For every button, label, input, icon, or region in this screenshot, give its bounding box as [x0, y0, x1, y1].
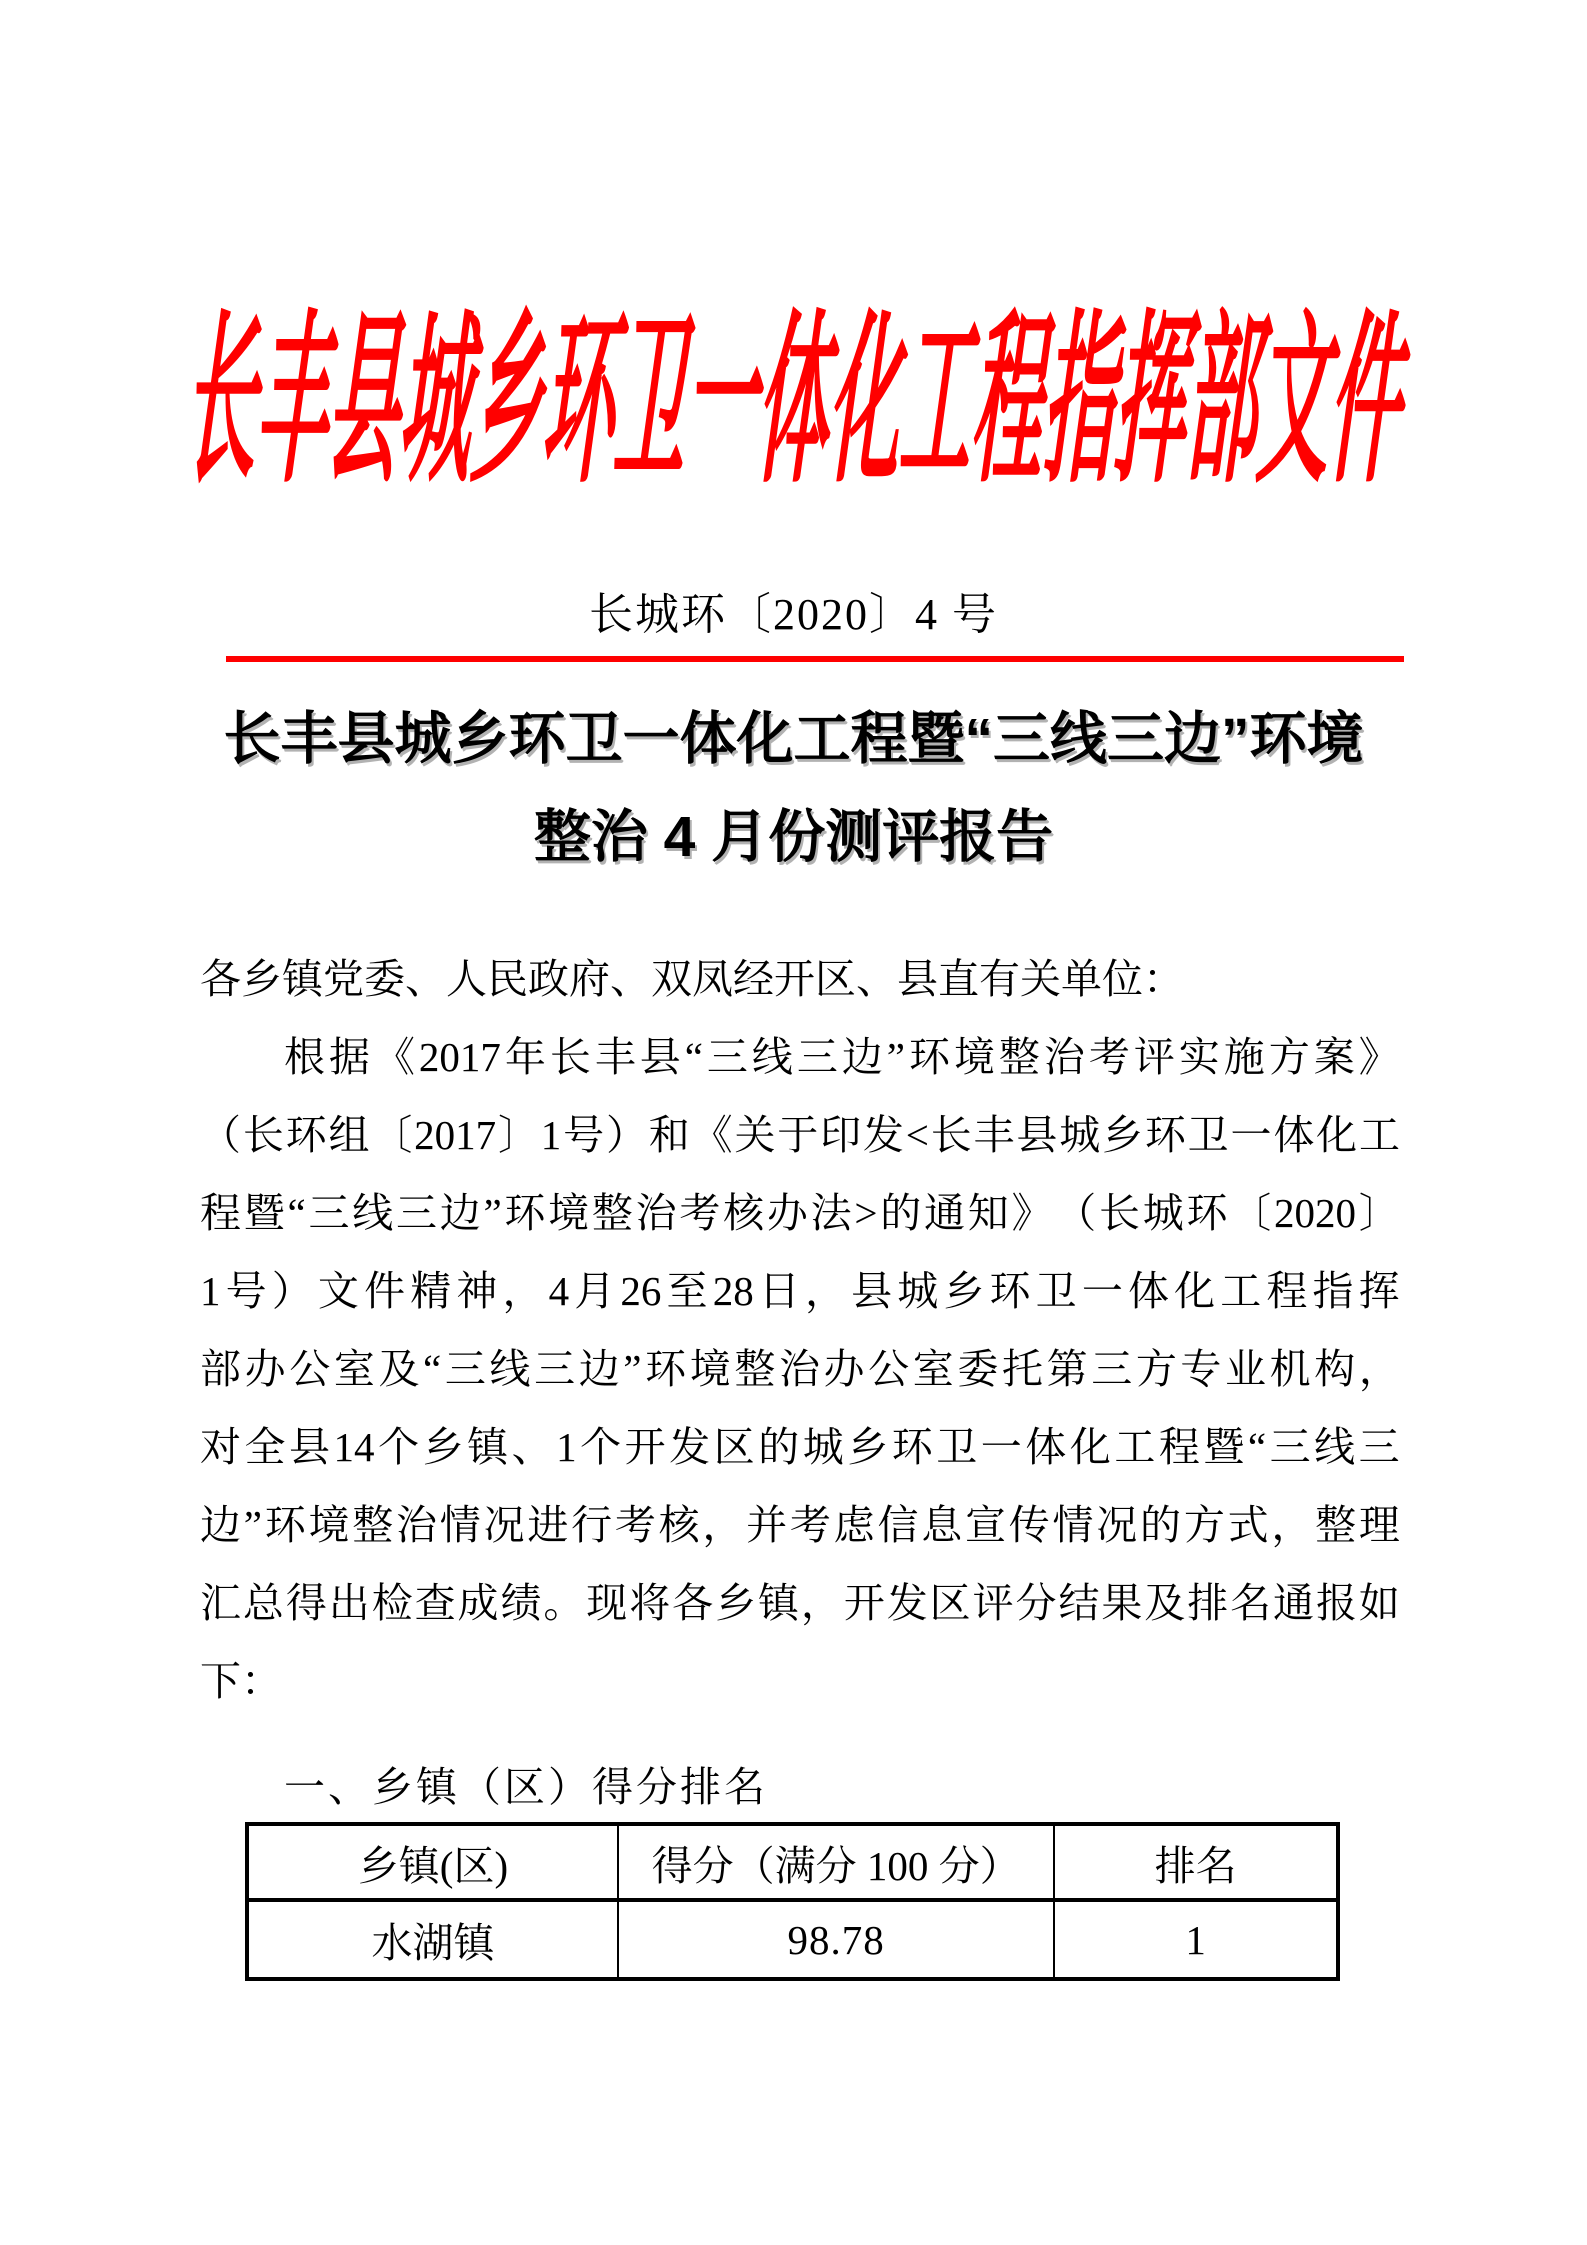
text-token: 方 — [1268, 1034, 1310, 1080]
text-token: 理 — [1358, 1502, 1400, 1548]
text-token: 精 — [410, 1268, 452, 1314]
text-token: 县 — [851, 1268, 893, 1314]
text-token: （ — [1055, 1190, 1097, 1236]
text-token: 及 — [378, 1346, 420, 1392]
text-token: 环 — [504, 1190, 546, 1236]
paragraph-line — [200, 1486, 1400, 1564]
text-token: 出 — [328, 1580, 370, 1626]
text-token: 得 — [285, 1580, 327, 1626]
text-token: 的 — [1140, 1502, 1182, 1548]
main-paragraph — [200, 1018, 1400, 1720]
text-token: 线 — [352, 1190, 394, 1236]
text-token: 于 — [777, 1112, 819, 1158]
red-divider-line — [226, 656, 1404, 662]
text-token: ） — [605, 1112, 647, 1158]
text-token: 开 — [843, 1580, 885, 1626]
text-token: 和 — [648, 1112, 690, 1158]
text-token: 14 — [333, 1424, 375, 1470]
text-token: 乡 — [943, 1268, 985, 1314]
text-token: “ — [684, 1034, 703, 1080]
text-token: 的 — [880, 1190, 922, 1236]
text-token: 个 — [378, 1424, 420, 1470]
text-token: 成 — [457, 1580, 499, 1626]
text-token: 组 — [328, 1112, 370, 1158]
text-token: 法 — [810, 1190, 852, 1236]
document-number: 长城环〔2020〕4 号 — [589, 590, 998, 639]
text-token: 2017 — [414, 1112, 497, 1158]
agency-calligraphy-text: 长丰县城乡环卫一体化工程指挥部文件 — [180, 291, 1406, 508]
text-token: 26 — [620, 1268, 662, 1314]
text-token: 1 — [556, 1424, 577, 1470]
table-row — [247, 1900, 1338, 1979]
text-token: 整 — [1315, 1502, 1357, 1548]
text-token: 卫 — [1187, 1112, 1229, 1158]
text-token: 日 — [758, 1268, 800, 1314]
text-token: ， — [1358, 1346, 1400, 1392]
text-token: 镇 — [467, 1424, 509, 1470]
text-token: 至 — [666, 1268, 708, 1314]
document-title — [100, 690, 1487, 886]
text-token: 〔 — [371, 1112, 413, 1158]
text-token: 2017 — [418, 1034, 501, 1080]
text-token: 式 — [1227, 1502, 1269, 1548]
text-token: 公 — [868, 1346, 910, 1392]
text-token: 排 — [1187, 1580, 1229, 1626]
text-token: 长 — [549, 1034, 591, 1080]
text-token: 业 — [1225, 1346, 1267, 1392]
text-token: 〕 — [497, 1112, 539, 1158]
text-token: ” — [886, 1034, 905, 1080]
paragraph-line — [200, 1096, 1400, 1174]
text-token: 治 — [396, 1502, 438, 1548]
text-token: 文 — [317, 1268, 359, 1314]
text-token: 》 — [1011, 1190, 1053, 1236]
text-token: 区 — [929, 1580, 971, 1626]
text-token: 一 — [1230, 1112, 1272, 1158]
text-token: 三 — [706, 1034, 748, 1080]
table-cell: 水湖镇 — [247, 1900, 618, 1979]
text-token: 三 — [395, 1190, 437, 1236]
section-heading: 一、乡镇（区）得分排名 — [284, 1764, 768, 1810]
text-token: 绩 — [500, 1580, 542, 1626]
paragraph-line — [200, 1408, 1400, 1486]
text-token: 发 — [862, 1112, 904, 1158]
text-token: 边 — [578, 1346, 620, 1392]
text-token: 构 — [1314, 1346, 1356, 1392]
table-cell: 1 — [1054, 1900, 1338, 1979]
text-token: 边 — [439, 1190, 481, 1236]
text-token: ” — [243, 1502, 262, 1548]
text-token: 办 — [766, 1190, 808, 1236]
text-token: 环 — [1186, 1190, 1228, 1236]
text-token: 程 — [1266, 1268, 1308, 1314]
text-token: 考 — [789, 1502, 831, 1548]
text-token: 通 — [1273, 1580, 1315, 1626]
text-token: ， — [702, 1502, 744, 1548]
text-token: 《 — [373, 1034, 415, 1080]
text-token: 部 — [200, 1346, 241, 1392]
text-token: > — [854, 1190, 878, 1236]
text-token: 卫 — [1035, 1268, 1077, 1314]
text-token: 知 — [967, 1190, 1009, 1236]
text-token: 28 — [712, 1268, 754, 1314]
text-token: 整 — [352, 1502, 394, 1548]
text-token: 室 — [333, 1346, 375, 1392]
text-token: 件 — [364, 1268, 406, 1314]
text-token: 据 — [328, 1034, 370, 1080]
text-token: （ — [200, 1112, 241, 1158]
text-token: 》 — [1358, 1034, 1400, 1080]
paragraph-line — [200, 1174, 1400, 1252]
text-token: 暨 — [243, 1190, 285, 1236]
text-token: 环 — [891, 1424, 933, 1470]
text-token: “ — [1247, 1424, 1267, 1470]
paragraph-line — [200, 1252, 1400, 1330]
text-token: 环 — [1144, 1112, 1186, 1158]
text-token: 考 — [679, 1190, 721, 1236]
text-token: 长 — [930, 1112, 972, 1158]
text-token: 化 — [1316, 1112, 1358, 1158]
text-token: 三 — [308, 1190, 350, 1236]
text-token: 一 — [980, 1424, 1022, 1470]
text-token: “ — [287, 1190, 306, 1236]
text-token: 工 — [1114, 1424, 1156, 1470]
text-token: 城 — [897, 1268, 939, 1314]
text-token: 信 — [877, 1502, 919, 1548]
text-token: 现 — [586, 1580, 628, 1626]
text-token: 号 — [563, 1112, 605, 1158]
text-token: 案 — [1313, 1034, 1355, 1080]
text-token: 2020 — [1274, 1190, 1357, 1236]
text-token: 线 — [489, 1346, 531, 1392]
text-token: < — [905, 1112, 929, 1158]
text-token: 县 — [1016, 1112, 1058, 1158]
text-token: 宣 — [964, 1502, 1006, 1548]
text-token: 。 — [543, 1580, 585, 1626]
text-token: 情 — [1052, 1502, 1094, 1548]
text-token: 第 — [1046, 1346, 1088, 1392]
text-token: 检 — [371, 1580, 413, 1626]
text-token: 办 — [244, 1346, 286, 1392]
text-token: 结 — [1058, 1580, 1100, 1626]
text-token: 托 — [1001, 1346, 1043, 1392]
header-cell: 得分（满分 100 分） — [618, 1824, 1054, 1900]
text-token: 实 — [1178, 1034, 1220, 1080]
text-token: 行 — [571, 1502, 613, 1548]
text-token: 况 — [483, 1502, 525, 1548]
text-token: 整 — [998, 1034, 1040, 1080]
text-token: 年 — [504, 1034, 546, 1080]
text-token: 并 — [746, 1502, 788, 1548]
text-token: 如 — [1358, 1580, 1400, 1626]
text-token: 线 — [751, 1034, 793, 1080]
text-token: 4 — [548, 1268, 570, 1314]
text-token: 丰 — [973, 1112, 1015, 1158]
text-token: 环 — [989, 1268, 1031, 1314]
text-token: 〕 — [1358, 1190, 1400, 1236]
text-token: 卫 — [936, 1424, 978, 1470]
salutation-line: 各乡镇党委、人民政府、双凤经开区、县直有关单位： — [200, 956, 1184, 1002]
text-token: 环 — [645, 1346, 687, 1392]
text-token: “ — [423, 1346, 442, 1392]
text-token: 个 — [580, 1424, 622, 1470]
title-line-2: 整治 4 月份测评报告 — [533, 805, 1054, 869]
text-token: 号 — [225, 1268, 267, 1314]
text-token: 方 — [1135, 1346, 1177, 1392]
text-token: 工 — [1358, 1112, 1400, 1158]
text-token: ） — [271, 1268, 313, 1314]
text-token: 、 — [511, 1424, 553, 1470]
text-token: 的 — [758, 1424, 800, 1470]
text-token: 进 — [527, 1502, 569, 1548]
text-token: 汇 — [200, 1580, 241, 1626]
text-token: 报 — [1315, 1580, 1357, 1626]
text-token: 治 — [635, 1190, 677, 1236]
text-token: 评 — [1133, 1034, 1175, 1080]
text-token: 神 — [456, 1268, 498, 1314]
text-token: 公 — [289, 1346, 331, 1392]
table-cell: 98.78 — [618, 1900, 1054, 1979]
text-token: ， — [800, 1580, 842, 1626]
text-token: 环 — [908, 1034, 950, 1080]
text-token: 通 — [924, 1190, 966, 1236]
document-body — [200, 940, 1400, 1720]
text-token: 全 — [244, 1424, 286, 1470]
paragraph-line — [200, 1564, 1400, 1642]
text-token: 传 — [1008, 1502, 1050, 1548]
text-token: 考 — [614, 1502, 656, 1548]
text-token: 月 — [574, 1268, 616, 1314]
title-line-1: 长丰县城乡环卫一体化工程暨“三线三边”环境 — [223, 707, 1364, 771]
text-token: 评 — [972, 1580, 1014, 1626]
text-token: 挥 — [1358, 1268, 1400, 1314]
text-token: 核 — [658, 1502, 700, 1548]
text-token: 治 — [778, 1346, 820, 1392]
text-token: 边 — [841, 1034, 883, 1080]
text-token: 整 — [734, 1346, 776, 1392]
text-token: 县 — [639, 1034, 681, 1080]
red-header-banner — [0, 270, 1587, 508]
text-token: 室 — [912, 1346, 954, 1392]
text-token: 城 — [1142, 1190, 1184, 1236]
text-token: 环 — [264, 1502, 306, 1548]
text-token: 边 — [200, 1502, 241, 1548]
text-token: 核 — [723, 1190, 765, 1236]
text-token: 三 — [1358, 1424, 1400, 1470]
text-token: 专 — [1180, 1346, 1222, 1392]
text-token: 《 — [691, 1112, 733, 1158]
text-token: 化 — [1174, 1268, 1216, 1314]
text-token: 暨 — [1203, 1424, 1245, 1470]
text-token: 体 — [1127, 1268, 1169, 1314]
text-token: 丰 — [594, 1034, 636, 1080]
paragraph-line — [200, 1330, 1400, 1408]
text-token: 各 — [672, 1580, 714, 1626]
text-token: 治 — [1043, 1034, 1085, 1080]
text-token: 发 — [886, 1580, 928, 1626]
text-token: 体 — [1025, 1424, 1067, 1470]
text-token: 环 — [285, 1112, 327, 1158]
text-token: 情 — [439, 1502, 481, 1548]
text-token: 长 — [1099, 1190, 1141, 1236]
text-token: 县 — [289, 1424, 331, 1470]
text-token: 分 — [1015, 1580, 1057, 1626]
text-token: 城 — [802, 1424, 844, 1470]
text-token: 办 — [823, 1346, 865, 1392]
text-token: 果 — [1101, 1580, 1143, 1626]
text-token: 息 — [921, 1502, 963, 1548]
text-token: 1 — [200, 1268, 221, 1314]
text-token: 对 — [200, 1424, 241, 1470]
paragraph-line — [200, 1018, 1400, 1096]
text-token: 及 — [1144, 1580, 1186, 1626]
text-token: 况 — [1096, 1502, 1138, 1548]
text-token: 三 — [796, 1034, 838, 1080]
text-token: 线 — [1314, 1424, 1356, 1470]
text-token: ” — [483, 1190, 502, 1236]
text-token: 工 — [1220, 1268, 1262, 1314]
text-token: 长 — [242, 1112, 284, 1158]
text-token: ， — [804, 1268, 846, 1314]
header-cell: 乡镇(区) — [247, 1824, 618, 1900]
text-token: 将 — [629, 1580, 671, 1626]
text-token: 施 — [1223, 1034, 1265, 1080]
text-token: 境 — [548, 1190, 590, 1236]
text-token: 程 — [1158, 1424, 1200, 1470]
text-token: 乡 — [715, 1580, 757, 1626]
text-token: 开 — [624, 1424, 666, 1470]
text-token: 方 — [1183, 1502, 1225, 1548]
text-token: ， — [1271, 1502, 1313, 1548]
text-token: 查 — [414, 1580, 456, 1626]
text-token: 城 — [1059, 1112, 1101, 1158]
text-token: 境 — [308, 1502, 350, 1548]
text-token: 镇 — [757, 1580, 799, 1626]
text-token: 关 — [734, 1112, 776, 1158]
text-token: 考 — [1088, 1034, 1130, 1080]
text-token: 机 — [1269, 1346, 1311, 1392]
text-token: 三 — [1269, 1424, 1311, 1470]
text-token: 境 — [953, 1034, 995, 1080]
text-token: 化 — [1069, 1424, 1111, 1470]
text-token: 1 — [540, 1112, 562, 1158]
text-token: ， — [502, 1268, 544, 1314]
text-token: 一 — [1081, 1268, 1123, 1314]
text-token: 乡 — [847, 1424, 889, 1470]
table-header-row — [247, 1824, 1338, 1900]
text-token: 三 — [1091, 1346, 1133, 1392]
text-token: 三 — [534, 1346, 576, 1392]
text-token: 程 — [200, 1190, 241, 1236]
text-token: 总 — [242, 1580, 284, 1626]
header-cell: 排名 — [1054, 1824, 1338, 1900]
text-token: 印 — [820, 1112, 862, 1158]
text-token: 根 — [284, 1034, 325, 1080]
text-token: 指 — [1312, 1268, 1354, 1314]
text-token: 〔 — [1230, 1190, 1272, 1236]
text-token: 乡 — [422, 1424, 464, 1470]
text-token: 虑 — [833, 1502, 875, 1548]
text-token: 区 — [713, 1424, 755, 1470]
text-token: ” — [623, 1346, 642, 1392]
paragraph-line: 下： — [200, 1658, 282, 1704]
text-token: 三 — [444, 1346, 486, 1392]
text-token: 委 — [957, 1346, 999, 1392]
text-token: 体 — [1273, 1112, 1315, 1158]
text-token: 乡 — [1102, 1112, 1144, 1158]
score-table — [245, 1822, 1340, 1981]
text-token: 名 — [1230, 1580, 1272, 1626]
text-token: 境 — [689, 1346, 731, 1392]
text-token: 发 — [669, 1424, 711, 1470]
text-token: 整 — [591, 1190, 633, 1236]
